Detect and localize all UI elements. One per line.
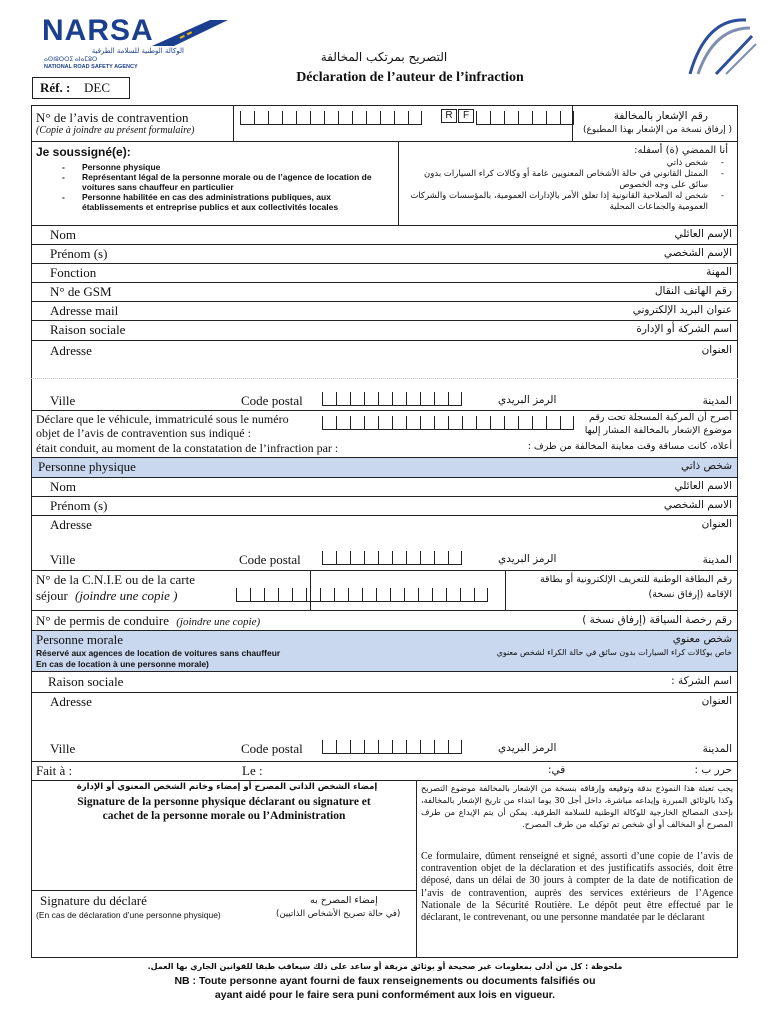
morale-title-ar: شخص معنوي: [672, 633, 732, 645]
avis-note-ar: ( إرفاق نسخة من الإشعار بهذا المطبوع): [583, 125, 732, 135]
morale-ville-ar: المدينة: [702, 743, 732, 755]
morale-adresse: Adresse: [50, 694, 92, 709]
cnie-label-ar: رقم البطاقة الوطنية للتعريف الإلكترونية أو بطاقة: [539, 574, 732, 585]
avis-note: (Copie à joindre au présent formulaire): [36, 125, 195, 136]
field-gsm: N° de GSM: [50, 284, 112, 299]
morale-code-postal: Code postal: [241, 741, 303, 756]
immatriculation-cells[interactable]: [322, 416, 574, 430]
physique-prenom-ar: الاسم الشخصي: [663, 499, 732, 511]
arch-emblem-icon: [686, 14, 758, 76]
logo-subtitle-ar: الوكالة الوطنية للسلامة الطرقية: [91, 47, 184, 55]
instructions-fr: Ce formulaire, dûment renseigné et signé, assorti d’une copie de l’avis de contravention objet de la déclaration et des justificatifs associés, doit être déposé, dans un délai de 30 jours à compter de la date de notification de l’avis de contravention, auprès des services extérieurs de l’Agence Nationale de la Sécurité Routière. Le dépôt peut être effectué par le déclarant, le contrevenant, ou une personne mandatée par le déclarant: [421, 851, 733, 924]
physique-adresse-ar: العنوان: [701, 518, 732, 530]
declaration-line2-ar: موضوع الإشعار بالمخالفة المشار إليها: [584, 425, 732, 436]
physique-ville-ar: المدينة: [702, 554, 732, 566]
declarant-type-item: - Représentant légal de la personne morale ou de l’agence de location de voitures sans chauffeur en particulier: [56, 172, 386, 192]
form-frame: [31, 105, 738, 958]
physique-title: Personne physique: [38, 459, 136, 474]
physique-code-postal-ar: الرمز البريدي: [498, 553, 557, 565]
physique-band: [32, 458, 737, 477]
morale-title: Personne morale: [36, 632, 124, 647]
fait-le: Le :: [242, 763, 263, 778]
logo-wordmark: NARSA: [42, 14, 154, 47]
signature-label-ar: إمضاء الشخص الذاتي المصرح أو إمضاء وخاتم الشخص المعنوي أو الإدارة: [76, 782, 378, 792]
field-code-postal-ar: الرمز البريدي: [498, 394, 557, 406]
morale-raison: Raison sociale: [48, 674, 124, 689]
signature-declare: Signature du déclaré: [40, 893, 147, 908]
cnie-label-ar-2: الإقامة (إرفاق نسخة): [648, 589, 732, 600]
field-ville: Ville: [50, 393, 76, 408]
ref-value: DEC: [84, 80, 110, 95]
field-gsm-ar: رقم الهاتف النقال: [654, 285, 732, 297]
logo-subtitle-en: NATIONAL ROAD SAFETY AGENCY: [44, 64, 138, 70]
footer-note-ar: ملحوظة : كل من أدلى بمعلومات غير صحيحة أو بوثائق مزيفة أو ساعد على ذلك سيعاقب طبقا للقوانين الجاري بها العمل.: [147, 962, 623, 971]
field-prenom: Prénom (s): [50, 246, 108, 261]
field-adresse-ar: العنوان: [701, 344, 732, 356]
field-code-postal: Code postal: [241, 393, 303, 408]
title-ar: التصريح بمرتكب المخالفة: [320, 50, 448, 64]
signature-label-2: cachet de la personne morale ou l’Administration: [102, 810, 346, 822]
road-swoosh-icon: [150, 14, 230, 48]
field-email: Adresse mail: [50, 303, 119, 318]
fait-a: Fait à :: [36, 763, 73, 778]
declarant-type-list: [56, 162, 386, 212]
morale-subtitle-ar: خاص بوكالات كراء السيارات بدون سائق في حالة الكراء لشخص معنوي: [496, 648, 732, 657]
declaration-line2: objet de l’avis de contravention sus indiqué :: [36, 426, 251, 440]
field-prenom-ar: الإسم الشخصي: [663, 247, 732, 259]
instructions-ar: يجب تعبئة هذا النموذج بدقة وتوقيعه وإرفاقه بنسخة من الإشعار بالمخالفة موضوع التصريح وكذا بالوثائق المبررة وإيداعه مباشرة، داخل أجل 30 يوما ابتداء من تاريخ الإشعار بالمخالفة، بإحدى المصالح الخارجية للوكالة الوطنية للسلامة الطرقية. يمكن أن يتم الإيداع من طرف المصرح أو المخالف أو أي شخص تم توكيله من طرف المصرح.: [421, 783, 733, 829]
physique-title-ar: شخص ذاتي: [680, 460, 732, 472]
permis-label: [36, 613, 260, 629]
declarant-type-item-ar: - شخص له الصلاحية القانونية إذا تعلق الأمر بالإدارات العمومية، بالمؤسسات والشركات العمومية والجماعات المحلية: [404, 191, 730, 213]
morale-adresse-ar: العنوان: [701, 695, 732, 707]
field-nom: Nom: [50, 227, 76, 242]
morale-subtitle-1: Réservé aux agences de location de voitures sans chauffeur: [36, 648, 281, 658]
signature-declare-note: (En cas de déclaration d’une personne physique): [36, 910, 221, 920]
physique-adresse: Adresse: [50, 517, 92, 532]
logo-subtitle-tifinagh: ⴰⵙⵏⵓⵔⵔⵉ ⴰⵏⴰⵎⵓⵔ: [44, 57, 98, 63]
permis-note: (joindre une copie): [176, 616, 261, 628]
signature-declare-note-ar: (في حالة تصريح الأشخاص الذاتيين): [276, 909, 401, 919]
physique-prenom: Prénom (s): [50, 498, 108, 513]
morale-ville: Ville: [50, 741, 76, 756]
physique-code-postal: Code postal: [239, 552, 301, 567]
physique-ville: Ville: [50, 552, 76, 567]
field-nom-ar: الإسم العائلي: [674, 228, 732, 240]
signature-declare-ar: إمضاء المصرح به: [310, 895, 378, 906]
footer-note-fr-2: ayant aidé pour le faire sera puni conformément aux lois en vigueur.: [214, 989, 556, 1001]
cnie-label: N° de la C.N.I.E ou de la carte: [36, 572, 195, 587]
declarant-type-item-ar: - الممثل القانوني في حالة الأشخاص المعنويين عامة أو وكالات كراء السيارات بدون سائق على وجه الخصوص: [404, 169, 730, 191]
declaration-line3-ar: أعلاه، كانت مساقة وقت معاينة المخالفة من طرف :: [527, 441, 732, 452]
fait-fi-ar: في:: [548, 764, 566, 776]
field-email-ar: عنوان البريد الإلكتروني: [632, 304, 732, 316]
permis-text: N° de permis de conduire: [36, 613, 169, 628]
cnie-note: (joindre une copie ): [75, 588, 178, 603]
declaration-line1-ar: أصرح أن المركبة المسجلة تحت رقم: [589, 412, 732, 423]
physique-code-postal-cells[interactable]: [322, 551, 462, 565]
physique-nom-ar: الاسم العائلي: [674, 480, 732, 492]
field-raison-sociale-ar: اسم الشركة أو الإدارة: [636, 323, 732, 335]
declarant-title: Je soussigné(e):: [36, 145, 131, 159]
code-postal-cells[interactable]: [322, 392, 462, 406]
field-raison-sociale: Raison sociale: [50, 322, 126, 337]
rf-f-box: F: [458, 109, 474, 123]
field-ville-ar: المدينة: [702, 395, 732, 407]
permis-label-ar: رقم رخصة السياقة (إرفاق نسخة ): [582, 614, 732, 626]
fait-harrira-ar: حرر ب :: [694, 764, 732, 776]
declaration-line3: était conduit, au moment de la constatation de l’infraction par :: [36, 441, 339, 455]
declarant-type-item: - Personne habilitée en cas des administrations publiques, aux établissements et entreprise publics et aux collectivités locales: [56, 192, 386, 212]
avis-number-cells[interactable]: [240, 111, 422, 125]
morale-code-postal-ar: الرمز البريدي: [498, 742, 557, 754]
declarant-title-ar: أنا الممضي (ة) أسفله:: [634, 145, 728, 156]
declarant-type-list-ar: [404, 158, 730, 213]
footer-note-fr-1: NB : Toute personne ayant fourni de faux renseignements ou documents falsifiés ou: [174, 975, 596, 987]
morale-raison-ar: اسم الشركة :: [671, 675, 732, 687]
morale-code-postal-cells[interactable]: [322, 740, 462, 754]
cnie-label-2: [36, 588, 177, 604]
field-adresse: Adresse: [50, 343, 92, 358]
avis-label-ar: رقم الإشعار بالمخالفة: [613, 110, 708, 122]
declarant-type-item: - Personne physique: [56, 162, 386, 172]
declarant-type-item-ar: - شخص ذاتي: [404, 158, 730, 169]
rf-r-box: R: [441, 109, 457, 123]
physique-nom: Nom: [50, 479, 76, 494]
narsa-logo: [38, 14, 228, 76]
cnie-sejour: séjour: [36, 588, 68, 603]
field-fonction-ar: المهنة: [706, 266, 732, 278]
signature-label-1: Signature de la personne physique déclarant ou signature et: [77, 796, 371, 808]
ref-label: Réf. :: [40, 80, 71, 95]
page-title: Déclaration de l’auteur de l’infraction: [296, 70, 524, 85]
cnie-cells[interactable]: [236, 588, 488, 602]
avis-number-cells-2[interactable]: [476, 111, 574, 125]
morale-subtitle-2: En cas de location à une personne morale): [36, 659, 209, 669]
declaration-line1: Déclare que le véhicule, immatriculé sous le numéro: [36, 412, 289, 426]
field-fonction: Fonction: [50, 265, 97, 280]
avis-label: N° de l’avis de contravention: [36, 110, 189, 125]
